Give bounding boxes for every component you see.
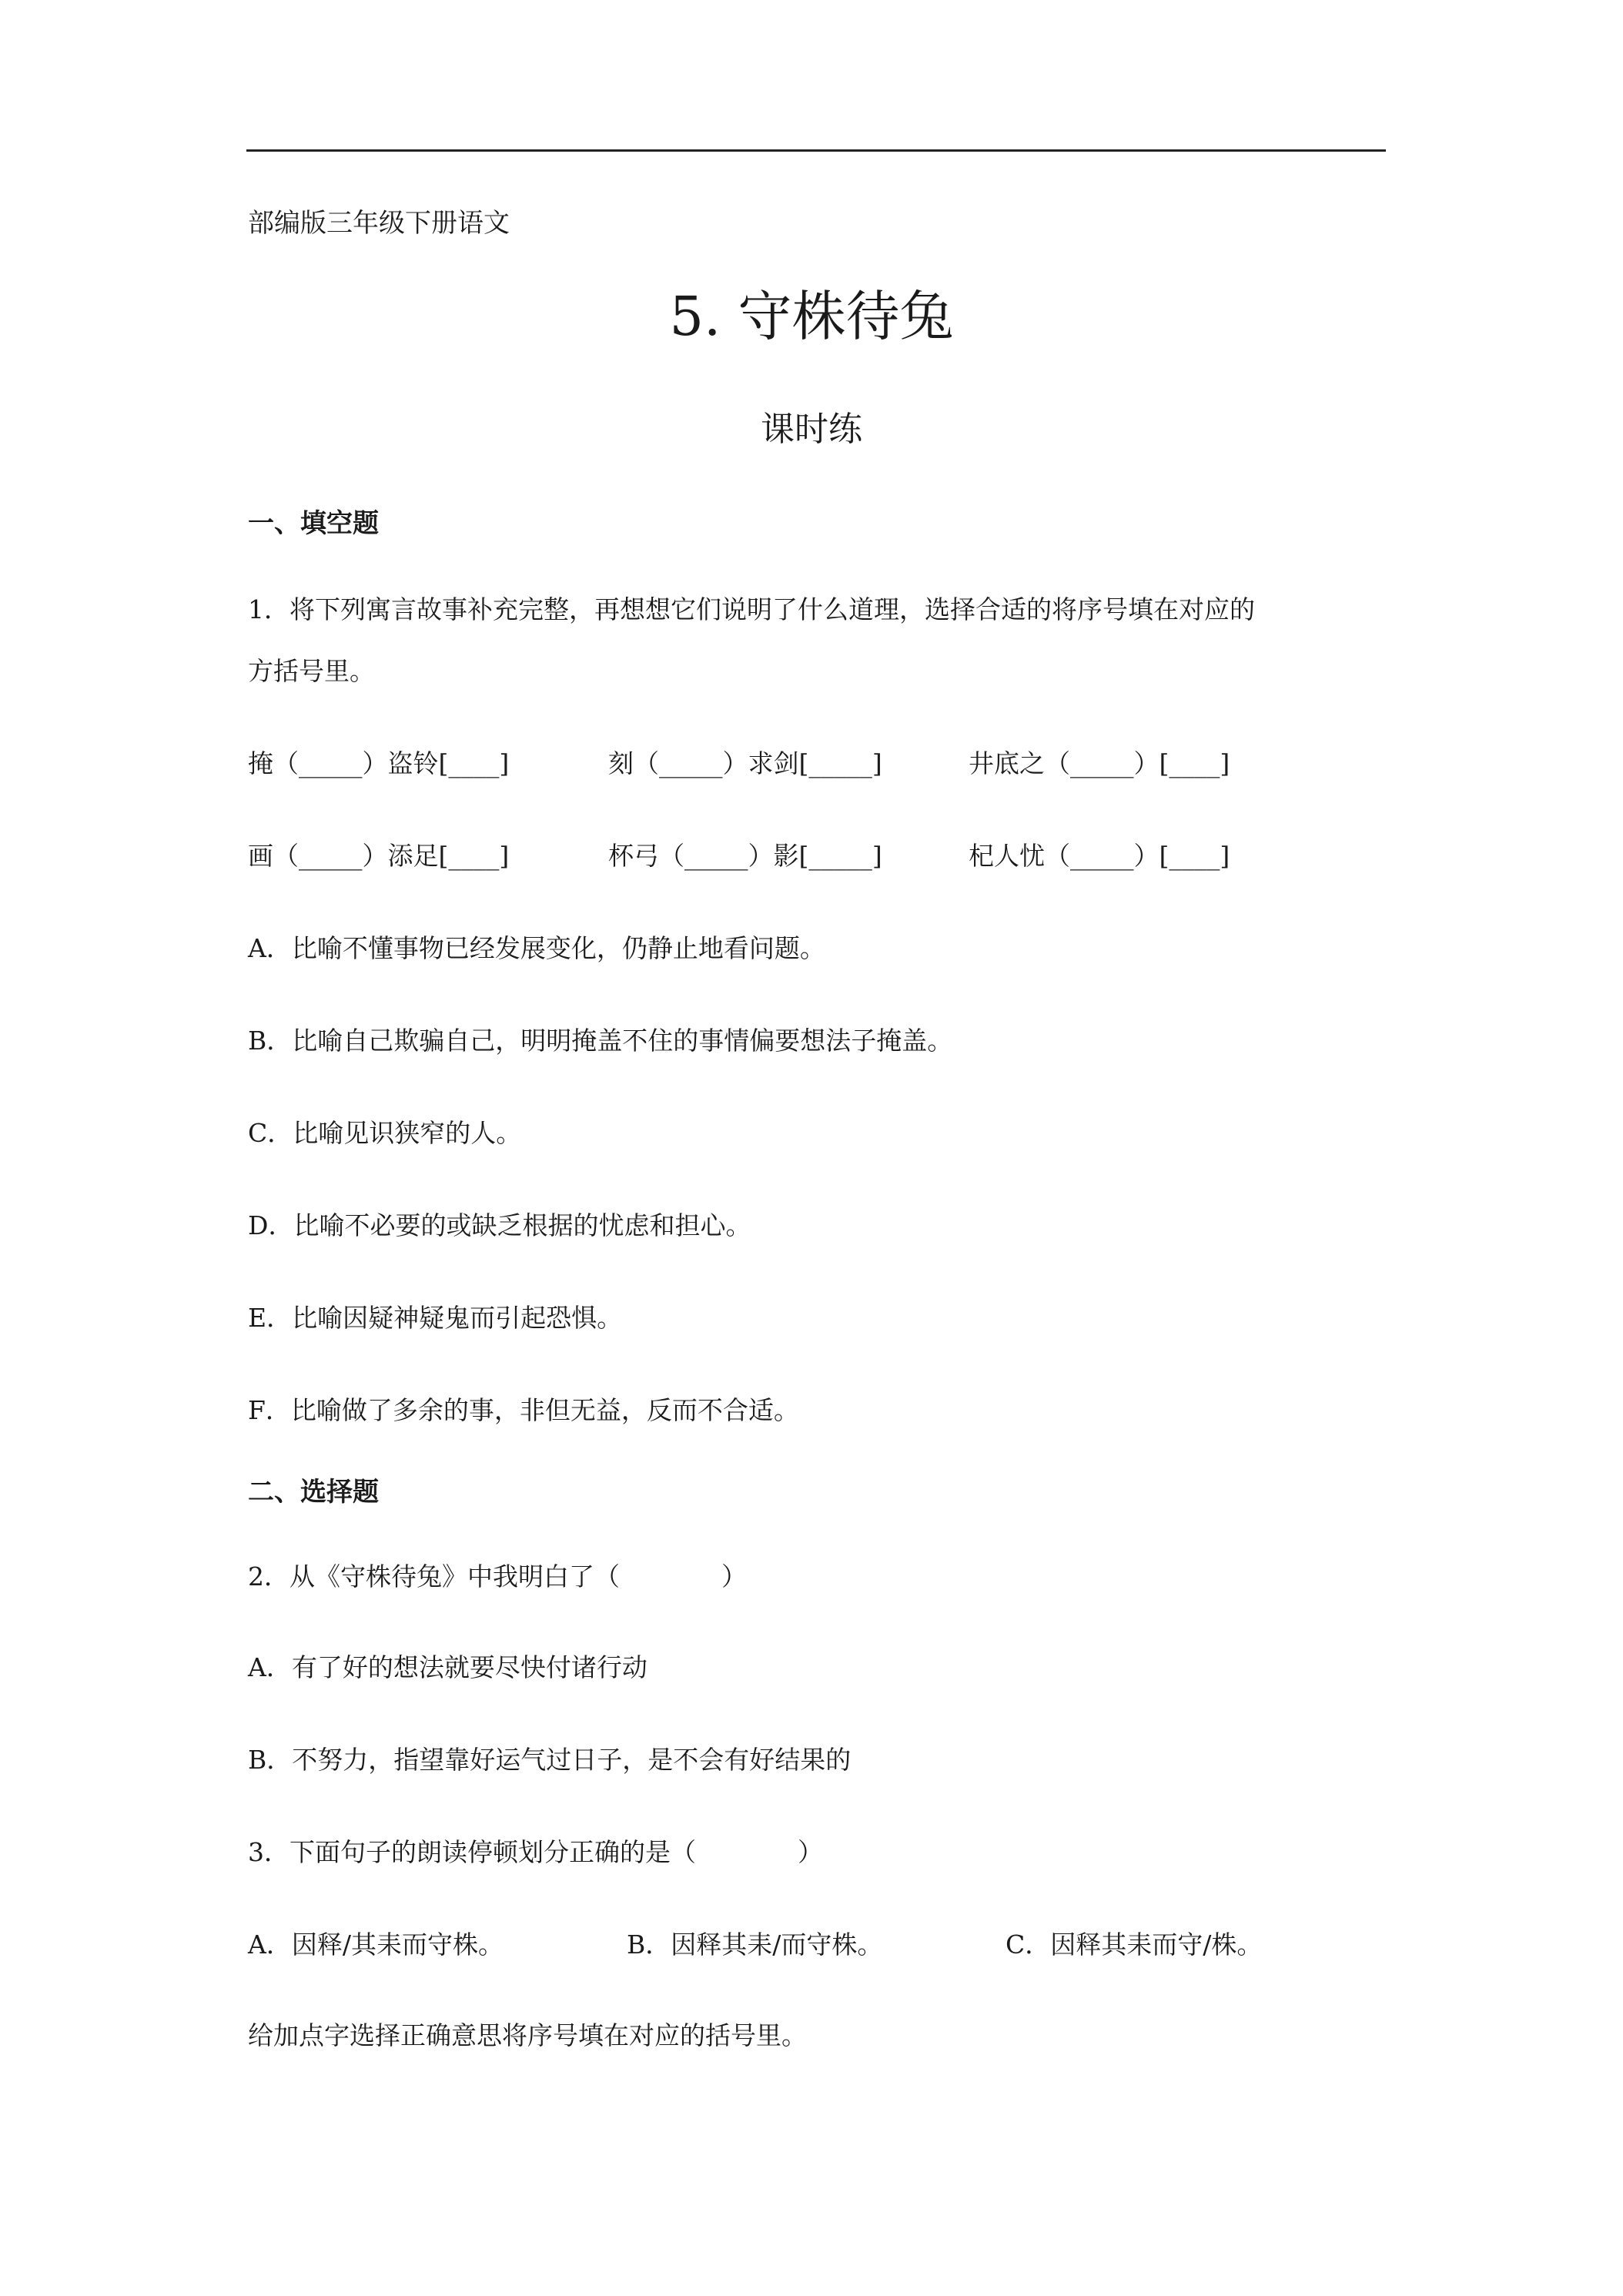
meaning-option-d: D．比喻不必要的或缺乏根据的忧虑和担心。: [248, 1210, 751, 1240]
meaning-option-e: E．比喻因疑神疑鬼而引起恐惧。: [248, 1303, 623, 1333]
section-heading-choice: 二、选择题: [248, 1477, 379, 1508]
question-3-stem: 3．下面句子的朗读停顿划分正确的是（ ）: [248, 1837, 823, 1867]
meaning-option-c: C．比喻见识狭窄的人。: [248, 1118, 522, 1148]
idiom-blank-4[interactable]: 画（_____）添足[____]: [248, 841, 510, 871]
idiom-blank-6[interactable]: 杞人忧（_____）[____]: [969, 841, 1230, 871]
question-2-option-a[interactable]: A．有了好的想法就要尽快付诸行动: [248, 1652, 648, 1682]
meaning-option-b: B．比喻自己欺骗自己，明明掩盖不住的事情偏要想法子掩盖。: [248, 1026, 953, 1056]
section-heading-fill-blank: 一、填空题: [248, 508, 379, 539]
subject-label: 部编版三年级下册语文: [248, 208, 510, 239]
idiom-blank-1[interactable]: 掩（_____）盗铃[____]: [248, 748, 510, 778]
header-rule: [246, 149, 1386, 152]
question-1-line-2: 方括号里。: [248, 656, 375, 686]
question-1-line-1: 1．将下列寓言故事补充完整，再想想它们说明了什么道理，选择合适的将序号填在对应的: [248, 594, 1255, 624]
idiom-blank-5[interactable]: 杯弓（_____）影[_____]: [608, 841, 882, 871]
question-2-option-b[interactable]: B．不努力，指望靠好运气过日子，是不会有好结果的: [248, 1745, 852, 1775]
question-3-option-a[interactable]: A．因释/其耒而守株。: [248, 1930, 504, 1960]
question-3-option-b[interactable]: B．因释其耒/而守株。: [627, 1930, 883, 1960]
question-2-stem: 2．从《守株待兔》中我明白了（ ）: [248, 1561, 747, 1591]
page-subtitle: 课时练: [761, 410, 862, 449]
page-title: 5. 守株待兔: [669, 285, 954, 348]
idiom-blank-3[interactable]: 井底之（_____）[____]: [969, 748, 1230, 778]
meaning-option-f: F．比喻做了多余的事，非但无益，反而不合适。: [248, 1395, 799, 1425]
meaning-option-a: A．比喻不懂事物已经发展变化，仍静止地看问题。: [248, 933, 825, 963]
idiom-blank-2[interactable]: 刻（_____）求剑[_____]: [608, 748, 882, 778]
instruction-text: 给加点字选择正确意思将序号填在对应的括号里。: [248, 2020, 807, 2050]
question-3-option-c[interactable]: C．因释其耒而守/株。: [1006, 1930, 1263, 1960]
